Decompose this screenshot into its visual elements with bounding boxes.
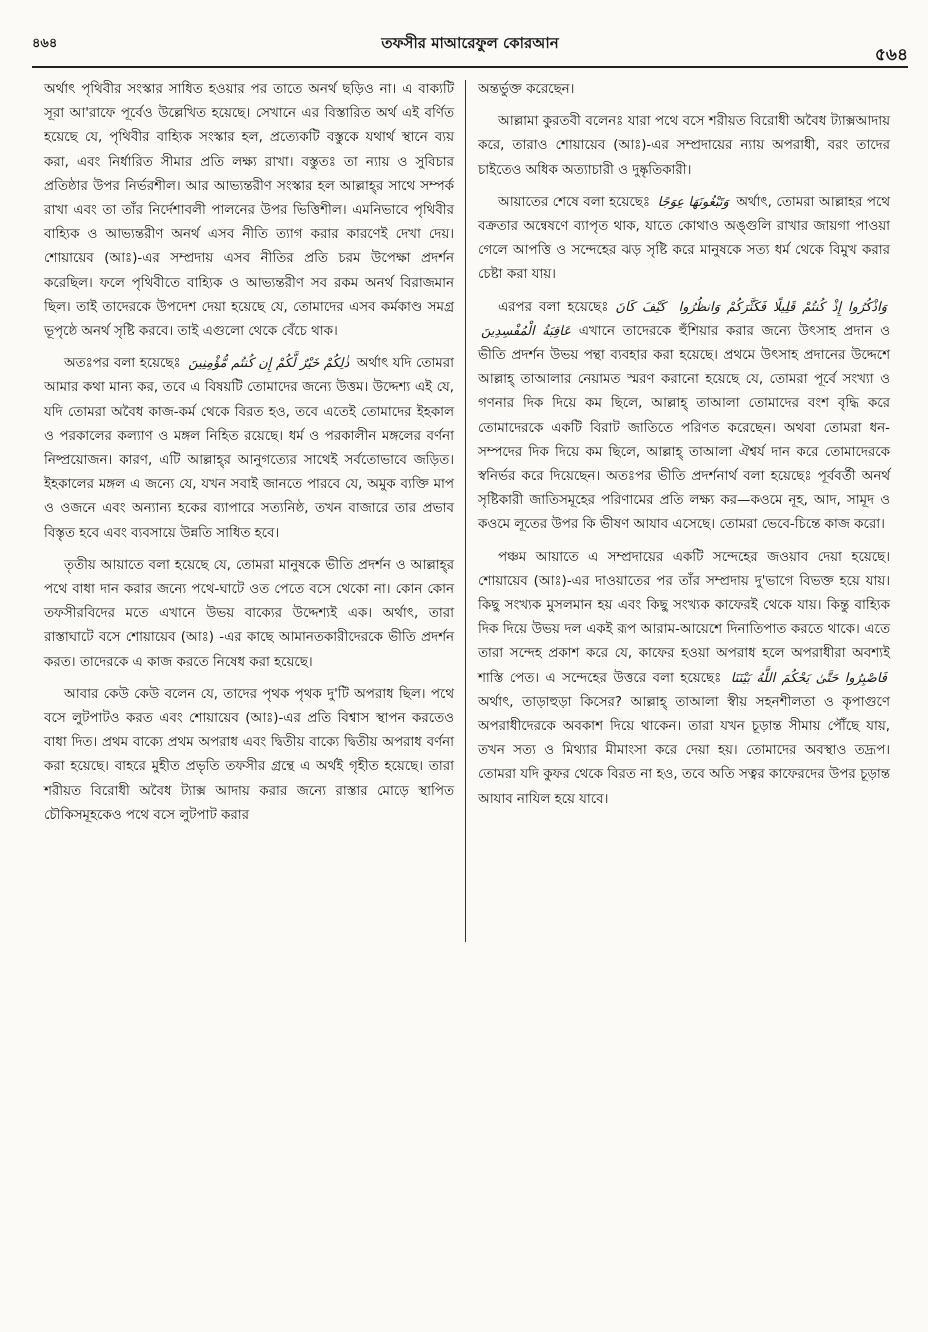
text-run: অর্থাৎ, তোমরা আল্লাহর পথে বক্রতার অন্বেষণে ব্যাপৃত থাক, যাতে কোথাও অঙ্গুলি রাখার জায়গা পাওয়া গেলে আপত্তি ও সন্দেহের ঝড় সৃষ্টি করে মানুষকে সত্য ধর্ম থেকে বিমুখ করার চেষ্টা করা যায়।	[478, 194, 891, 283]
arabic-verse: وَتَبْغُونَهَا عِوَجًا	[657, 194, 729, 210]
text-run: আয়াতের শেষে বলা হয়েছেঃ	[498, 194, 651, 210]
paragraph: অন্তর্ভুক্ত করেছেন।	[478, 82, 575, 97]
paragraph	[478, 546, 890, 812]
paragraph: আবার কেউ কেউ বলেন যে, তাদের পৃথক পৃথক দু'টি অপরাধ ছিল। পথে বসে লুটপাটও করত এবং শোয়ায়েব (আঃ)-এর প্রতি বিশ্বাস স্থাপন করতেও বাধা দিত। প্রথম বাক্যে প্রথম অপরাধ এবং দ্বিতীয় বাক্যে দ্বিতীয় অপরাধ বর্ণনা করা হয়েছে। বাহরে মুহীত প্রভৃতি তফসীর গ্রন্থে এ অর্থই গৃহীত হয়েছে। তারা শরীয়ত বিরোধী অবৈধ ট্যাক্স আদায় করার জন্যে রাস্তার মোড়ে স্থাপিত চৌকিসমূহকেও পথে বসে লুটপাট করার	[44, 686, 454, 823]
text-run: এখানে তাদেরকে হুঁশিয়ার করার জন্যে উৎসাহ প্রদান ও ভীতি প্রদর্শন উভয় পন্থা ব্যবহার করা হয়েছে। প্রথমে উৎসাহ প্রদানের উদ্দেশে আল্লাহ্ তাআলার নেয়ামত স্মরণ করানো হয়েছে যে, তোমরা পূর্বে সংখ্যা ও গণনার দিক দিয়ে কম ছিলে, আল্লাহ্ তাআলা তোমাদের বংশ বৃদ্ধি করে তোমাদেরকে একটি বিরাট জাতিতে পরিণত করেছেন। অথবা তোমরা ধন-সম্পদের দিক দিয়ে কম ছিলে, আল্লাহ্ তাআলা ঐশ্বর্য দান করে তোমাদেরকে স্বনির্ভর করে দিয়েছেন। অতঃপর ভীতি প্রদর্শনার্থ বলা হয়েছেঃ পূর্ববর্তী অনর্থ সৃষ্টিকারী জাতিসমূহের পরিণামের প্রতি লক্ষ্য কর—কওমে নূহ, আদ, সামূদ ও কওমে লূতের উপর কি ভীষণ আযাব এসেছে। তোমরা ভেবে-চিন্তে কাজ করো।	[478, 323, 890, 533]
page-title: তফসীর মাআরেফুল কোরআন	[381, 34, 559, 52]
text-run: এরপর বলা হয়েছেঃ	[498, 299, 609, 315]
paragraph	[44, 352, 454, 546]
page-number-left: ৪৬৪	[32, 36, 58, 51]
text-run: অর্থাৎ যদি তোমরা আমার কথা মান্য কর, তবে এ বিষয়টি তোমাদের জন্যে উত্তম। উদ্দেশ্য এই যে, যদি তোমরা অবৈধ কাজ-কর্ম থেকে বিরত হও, তবে এতেই তোমাদের ইহকাল ও পরকালের কল্যাণ ও মঙ্গল নিহিত রয়েছে। ধর্ম ও পরকালীন মঙ্গলের বর্ণনা নিষ্প্রয়োজন। কারণ, এটি আল্লাহ্‌র আনুগত্যের সাথেই সর্বতোভাবে জড়িত। ইহকালের মঙ্গল এ জন্যে যে, যখন সবাই জানতে পারবে যে, অমুক ব্যক্তি মাপ ও ওজনে এবং অন্যান্য হকের ব্যাপারে সত্যনিষ্ঠ, তখন বাজারে তার প্রভাব বিস্তৃত হবে এবং ব্যবসায়ে উন্নতি সাধিত হবে।	[44, 356, 454, 541]
arabic-verse: وَاذْكُرُوا إِذْ كُنتُمْ قَلِيلًا فَكَثَّرَكُمْ وَانظُرُوا	[678, 299, 887, 315]
right-column	[478, 78, 890, 820]
column-divider	[465, 80, 466, 942]
page-header	[32, 28, 908, 68]
paragraph	[478, 296, 890, 538]
paragraph	[478, 191, 890, 288]
text-run: অতঃপর বলা হয়েছেঃ	[64, 356, 181, 372]
text-run: পঞ্চম আয়াতে এ সম্প্রদায়ের একটি সন্দেহের জওয়াব দেয়া হয়েছে। শোয়ায়েব (আঃ)-এর দাওয়াতের পর তাঁর সম্প্রদায় দু'ভাগে বিভক্ত হয়ে যায়। কিছু সংখ্যক মুসলমান হয় এবং কিছু সংখ্যক কাফেরই থেকে যায়। কিন্তু বাহ্যিক দিক দিয়ে উভয় দল একই রূপ আরাম-আয়েশে দিনাতিপাত করতে থাকে। এতে তারা সন্দেহ প্রকাশ করে যে, কাফের হওয়া অপরাধ হলে অপরাধীরা অবশ্যই শাস্তি পেত। এ সন্দেহের উত্তরে বলা হয়েছেঃ	[478, 549, 890, 686]
paragraph: আল্লামা কুরতবী বলেনঃ যারা পথে বসে শরীয়ত বিরোধী অবৈধ ট্যাক্সআদায় করে, তারাও শোয়ায়েব (আঃ)-এর সম্প্রদায়ের ন্যায় অপরাধী, বরং তাদের চাইতেও অধিক অত্যাচারী ও দুষ্কৃতিকারী।	[478, 114, 890, 178]
arabic-verse: فَاصْبِرُوا حَتَّىٰ يَحْكُمَ اللَّهُ بَيْنَنَا	[730, 670, 887, 686]
text-run: অর্থাৎ, তাড়াহুড়া কিসের? আল্লাহ্ তাআলা স্বীয় সহনশীলতা ও কৃপাগুণে অপরাধীদেরকে অবকাশ দিয়ে থাকেন। তারা যখন চূড়ান্ত সীমায় পৌঁছে যায়, তখন সত্য ও মিথ্যার মীমাংসা করে দেয়া হয়। তোমাদের অবস্থাও তদ্রূপ। তোমরা যদি কুফর থেকে বিরত না হও, তবে অতি সত্বর কাফেরদের উপর চূড়ান্ত আযাব নাযিল হয়ে যাবে।	[478, 694, 890, 807]
paragraph: তৃতীয় আয়াতে বলা হয়েছে যে, তোমরা মানুষকে ভীতি প্রদর্শন ও আল্লাহ্‌র পথে বাধা দান করার জন্যে পথে-ঘাটে ওত পেতে বসে থেকো না। কোন কোন তফসীরবিদের মতে এখানে উভয় বাক্যের উদ্দেশ্যই এক। অর্থাৎ, তারা রাস্তাঘাটে বসে শোয়ায়েব (আঃ) -এর কাছে আমানতকারীদেরকে ভীতি প্রদর্শন করত। তাদেরকে এ কাজ করতে নিষেধ করা হয়েছে।	[44, 557, 454, 670]
left-column	[44, 78, 454, 836]
arabic-verse: كَيْفَ كَانَ عَاقِبَةُ الْمُفْسِدِينَ	[481, 299, 666, 339]
arabic-verse: ذٰلِكُمْ خَيْرٌ لَّكُمْ إِن كُنتُم مُّؤْمِنِينَ	[188, 356, 350, 372]
page-number-right: ৫৬৪	[874, 45, 908, 65]
paragraph: অর্থাৎ পৃথিবীর সংস্কার সাধিত হওয়ার পর তাতে অনর্থ ছড়িও না। এ বাক্যটি সূরা আ'রাফে পূর্বেও উল্লেখিত হয়েছে। সেখানে এর বিস্তারিত অর্থ এই বর্ণিত হয়েছে যে, পৃথিবীর বাহ্যিক সংস্কার হল, প্রত্যেকটি বস্তুকে যথার্থ স্থানে ব্যয় করা, এবং নির্ধারিত সীমার প্রতি লক্ষ্য রাখা। বস্তুতঃ তা ন্যায় ও সুবিচার প্রতিষ্ঠার উপর নির্ভরশীল। আর আভ্যন্তরীণ সংস্কার হল আল্লাহ্‌র সাথে সম্পর্ক রাখা এবং তা তাঁর নির্দেশাবলী পালনের উপর ভিত্তিশীল। এমনিভাবে পৃথিবীর বাহ্যিক ও আভ্যন্তরীণ অনর্থ এসব নীতি ত্যাগ করার কারণেই দেখা দেয়। শোয়ায়েব (আঃ)-এর সম্প্রদায় এসব নীতির প্রতি চরম উপেক্ষা প্রদর্শন করেছিল। ফলে পৃথিবীতে বাহ্যিক ও আভ্যন্তরীণ সব রকম অনর্থ বিরাজমান ছিল। তাই তাদেরকে উপদেশ দেয়া হয়েছে যে, তোমাদের এসব কর্মকাণ্ড সমগ্র ভূপৃষ্ঠে অনর্থ সৃষ্টি করবে। তাই এগুলো থেকে বেঁচে থাক।	[44, 82, 454, 340]
